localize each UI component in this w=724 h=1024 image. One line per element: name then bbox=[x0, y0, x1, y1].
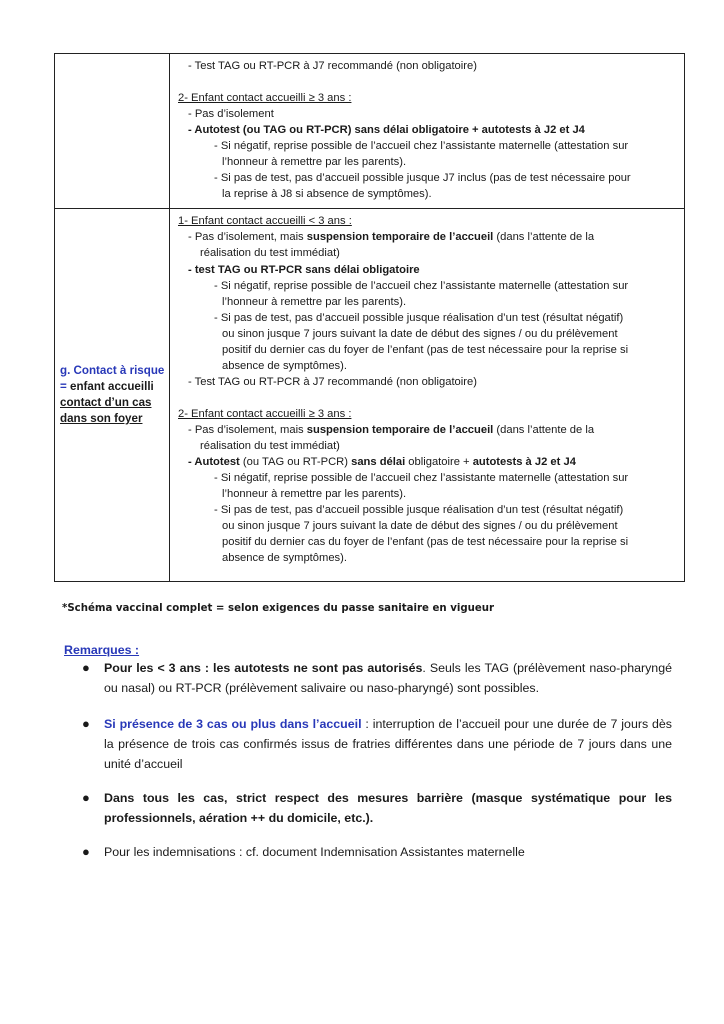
protocol-table bbox=[54, 53, 685, 582]
text-line: - Si pas de test, pas d’accueil possible jusque réalisation d’un test (résultat négatif) bbox=[214, 311, 624, 324]
remarks-title: Remarques : bbox=[64, 643, 140, 657]
text-line: l’honneur à remettre par les parents). bbox=[222, 295, 407, 308]
text-line bbox=[178, 406, 678, 422]
bullet-icon: ● bbox=[82, 844, 90, 859]
subheading: 2- Enfant contact accueilli ≥ 3 ans : bbox=[178, 407, 352, 420]
bullet-icon: ● bbox=[82, 660, 90, 675]
text-line: - Test TAG ou RT-PCR à J7 recommandé (non obligatoire) bbox=[188, 60, 477, 72]
text-line bbox=[178, 122, 678, 138]
text-line: ou sinon jusque 7 jours suivant la date de début des signes / ou du prélèvement bbox=[222, 327, 618, 340]
bullet-icon: ● bbox=[82, 790, 90, 805]
text-line: - Si négatif, reprise possible de l’accueil chez l’assistante maternelle (attestation sur bbox=[214, 472, 629, 485]
text-line: réalisation du test immédiat) bbox=[200, 439, 340, 452]
text-line: la reprise à J8 si absence de symptômes). bbox=[222, 188, 432, 201]
text-line: réalisation du test immédiat) bbox=[200, 247, 340, 260]
text-line: positif du dernier cas du foyer de l’enfant (pas de test nécessaire pour la reprise si bbox=[222, 536, 629, 549]
text-line: - test TAG ou RT-PCR sans délai obligatoire bbox=[188, 263, 420, 276]
text-line: - Si pas de test, pas d’accueil possible jusque réalisation d’un test (résultat négatif) bbox=[214, 504, 624, 517]
text-line: ou sinon jusque 7 jours suivant la date de début des signes / ou du prélèvement bbox=[222, 520, 618, 533]
subheading: 2- Enfant contact accueilli ≥ 3 ans : bbox=[178, 92, 352, 105]
table-row bbox=[55, 54, 685, 209]
text-line: - Pas d’isolement, mais suspension temporaire de l’accueil (dans l’attente de la bbox=[188, 231, 595, 244]
text-line: - Test TAG ou RT-PCR à J7 recommandé (non obligatoire) bbox=[188, 375, 477, 388]
row-content-cell bbox=[170, 54, 685, 209]
text-line: absence de symptômes). bbox=[222, 359, 347, 372]
list-item: ● Si présence de 3 cas ou plus dans l’accueil : interruption de l’accueil pour une durée de 7 jours dès la présence de trois cas confirmés issus de fratries différentes dans une période de 7 jours dans une unité d’accueil bbox=[82, 716, 673, 771]
text-line: l’honneur à remettre par les parents). bbox=[222, 488, 407, 501]
footnote: *Schéma vaccinal complet = selon exigences du passe sanitaire en vigueur bbox=[62, 603, 495, 614]
bullet-icon: ● bbox=[82, 716, 90, 731]
row-content-cell bbox=[170, 209, 685, 582]
text-line: - Pas d’isolement, mais suspension temporaire de l’accueil (dans l’attente de la bbox=[188, 423, 595, 436]
subheading: 1- Enfant contact accueilli < 3 ans : bbox=[178, 215, 352, 228]
text-line: - Si négatif, reprise possible de l’accueil chez l’assistante maternelle (attestation sur bbox=[214, 279, 629, 292]
text-line: absence de symptômes). bbox=[222, 552, 347, 565]
list-item: ● Dans tous les cas, strict respect des mesures barrière (masque systématique pour les professionnels, aération ++ du domicile, etc.). bbox=[82, 790, 672, 825]
text-line: - Pas d’isolement bbox=[188, 108, 274, 121]
list-item: ● Pour les indemnisations : cf. document Indemnisation Assistantes maternelle bbox=[82, 842, 672, 862]
bold-text: - Autotest (ou TAG ou RT-PCR) sans délai obligatoire + autotests à J2 et J4 bbox=[188, 124, 585, 137]
table-row bbox=[55, 209, 685, 582]
text-line: l’honneur à remettre par les parents). bbox=[222, 156, 407, 169]
list-item: ● Pour les < 3 ans : les autotests ne sont pas autorisés. Seuls les TAG (prélèvement naso-pharyngé ou nasal) ou RT-PCR (prélèvement salivaire ou naso-pharyngé) sont possibles. bbox=[82, 660, 672, 695]
row-label-cell bbox=[55, 209, 170, 582]
text-line bbox=[178, 213, 678, 229]
row-label: g. Contact à risque = enfant accueilli contact d’un cas dans son foyer bbox=[60, 364, 165, 426]
text-line: - Autotest (ou TAG ou RT-PCR) sans délai obligatoire + autotests à J2 et J4 bbox=[188, 456, 576, 469]
text-line bbox=[178, 90, 678, 106]
text-line: - Si pas de test, pas d’accueil possible jusque J7 inclus (pas de test nécessaire pour bbox=[214, 172, 631, 185]
row-label-cell bbox=[55, 54, 170, 209]
text-line: - Si négatif, reprise possible de l’accueil chez l’assistante maternelle (attestation sur bbox=[214, 140, 629, 153]
text-line: positif du dernier cas du foyer de l’enfant (pas de test nécessaire pour la reprise si bbox=[222, 343, 629, 356]
